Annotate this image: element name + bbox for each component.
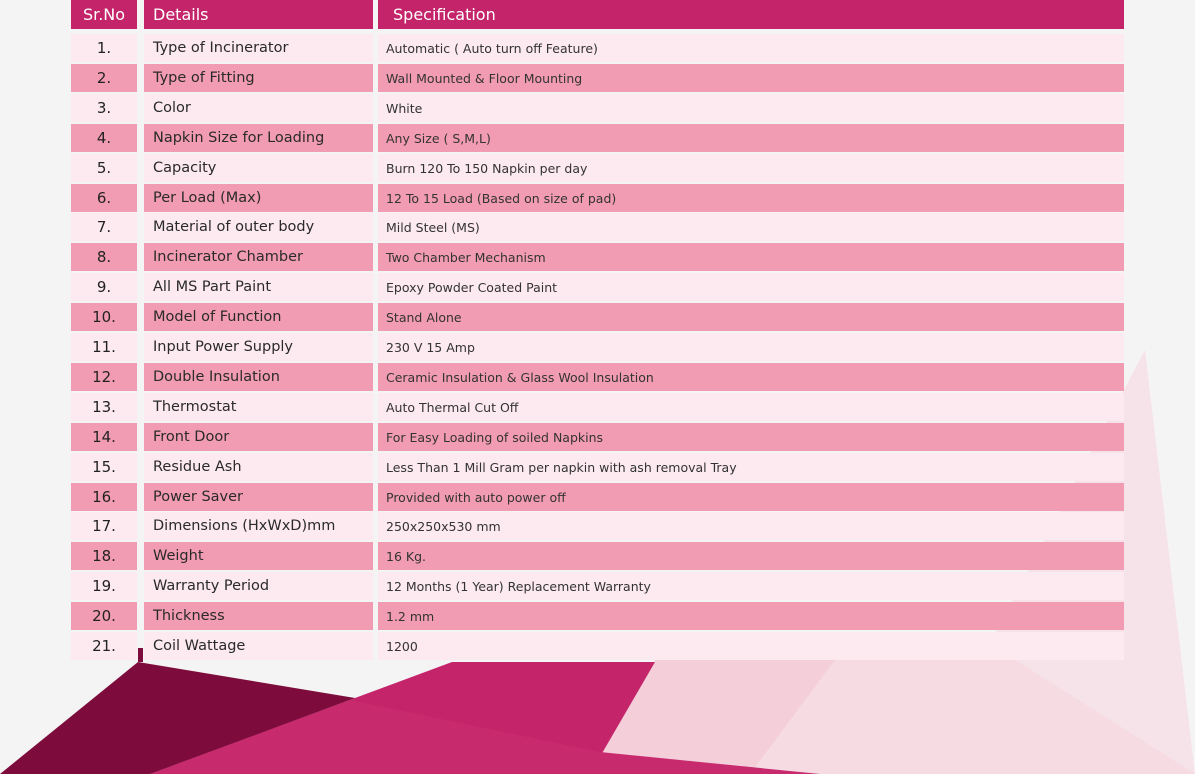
row-sr-number: 1. bbox=[71, 34, 137, 62]
row-detail: Warranty Period bbox=[144, 572, 373, 600]
row-sr-number: 17. bbox=[71, 512, 137, 540]
row-specification: 230 V 15 Amp bbox=[378, 333, 1124, 361]
row-specification: 16 Kg. bbox=[378, 542, 1124, 570]
header-specification: Specification bbox=[378, 0, 1124, 29]
row-detail: Color bbox=[144, 94, 373, 122]
row-specification: For Easy Loading of soiled Napkins bbox=[378, 423, 1124, 451]
row-detail: Incinerator Chamber bbox=[144, 243, 373, 271]
row-detail: Model of Function bbox=[144, 303, 373, 331]
row-specification: Two Chamber Mechanism bbox=[378, 243, 1124, 271]
row-specification: Automatic ( Auto turn off Feature) bbox=[378, 34, 1124, 62]
header-sr-no: Sr.No bbox=[71, 0, 137, 29]
row-sr-number: 15. bbox=[71, 453, 137, 481]
row-sr-number: 9. bbox=[71, 273, 137, 301]
row-sr-number: 6. bbox=[71, 184, 137, 212]
row-detail: Capacity bbox=[144, 154, 373, 182]
row-specification: Stand Alone bbox=[378, 303, 1124, 331]
row-sr-number: 5. bbox=[71, 154, 137, 182]
row-detail: Front Door bbox=[144, 423, 373, 451]
row-specification: Epoxy Powder Coated Paint bbox=[378, 273, 1124, 301]
row-detail: Input Power Supply bbox=[144, 333, 373, 361]
row-specification: 1200 bbox=[378, 632, 1124, 660]
row-sr-number: 18. bbox=[71, 542, 137, 570]
row-detail: Type of Incinerator bbox=[144, 34, 373, 62]
row-detail: Double Insulation bbox=[144, 363, 373, 391]
row-specification: Wall Mounted & Floor Mounting bbox=[378, 64, 1124, 92]
row-sr-number: 16. bbox=[71, 483, 137, 511]
row-specification: Auto Thermal Cut Off bbox=[378, 393, 1124, 421]
row-specification: 12 Months (1 Year) Replacement Warranty bbox=[378, 572, 1124, 600]
row-specification: 12 To 15 Load (Based on size of pad) bbox=[378, 184, 1124, 212]
row-sr-number: 21. bbox=[71, 632, 137, 660]
row-detail: Residue Ash bbox=[144, 453, 373, 481]
header-details: Details bbox=[144, 0, 373, 29]
row-detail: Dimensions (HxWxD)mm bbox=[144, 512, 373, 540]
row-sr-number: 20. bbox=[71, 602, 137, 630]
row-sr-number: 14. bbox=[71, 423, 137, 451]
row-detail: Material of outer body bbox=[144, 213, 373, 241]
row-sr-number: 19. bbox=[71, 572, 137, 600]
row-specification: 250x250x530 mm bbox=[378, 512, 1124, 540]
row-sr-number: 10. bbox=[71, 303, 137, 331]
row-specification: Mild Steel (MS) bbox=[378, 213, 1124, 241]
row-sr-number: 3. bbox=[71, 94, 137, 122]
row-sr-number: 8. bbox=[71, 243, 137, 271]
row-detail: All MS Part Paint bbox=[144, 273, 373, 301]
row-sr-number: 4. bbox=[71, 124, 137, 152]
row-specification: White bbox=[378, 94, 1124, 122]
row-detail: Thickness bbox=[144, 602, 373, 630]
row-detail: Weight bbox=[144, 542, 373, 570]
row-specification: Burn 120 To 150 Napkin per day bbox=[378, 154, 1124, 182]
row-specification: Any Size ( S,M,L) bbox=[378, 124, 1124, 152]
row-detail: Type of Fitting bbox=[144, 64, 373, 92]
row-specification: Provided with auto power off bbox=[378, 483, 1124, 511]
row-detail: Thermostat bbox=[144, 393, 373, 421]
row-detail: Napkin Size for Loading bbox=[144, 124, 373, 152]
row-specification: 1.2 mm bbox=[378, 602, 1124, 630]
row-detail: Per Load (Max) bbox=[144, 184, 373, 212]
row-sr-number: 2. bbox=[71, 64, 137, 92]
row-detail: Power Saver bbox=[144, 483, 373, 511]
row-sr-number: 11. bbox=[71, 333, 137, 361]
row-detail: Coil Wattage bbox=[144, 632, 373, 660]
row-sr-number: 7. bbox=[71, 213, 137, 241]
bg-dark-stub bbox=[138, 648, 143, 662]
row-specification: Less Than 1 Mill Gram per napkin with ash removal Tray bbox=[378, 453, 1124, 481]
row-specification: Ceramic Insulation & Glass Wool Insulation bbox=[378, 363, 1124, 391]
row-sr-number: 13. bbox=[71, 393, 137, 421]
row-sr-number: 12. bbox=[71, 363, 137, 391]
